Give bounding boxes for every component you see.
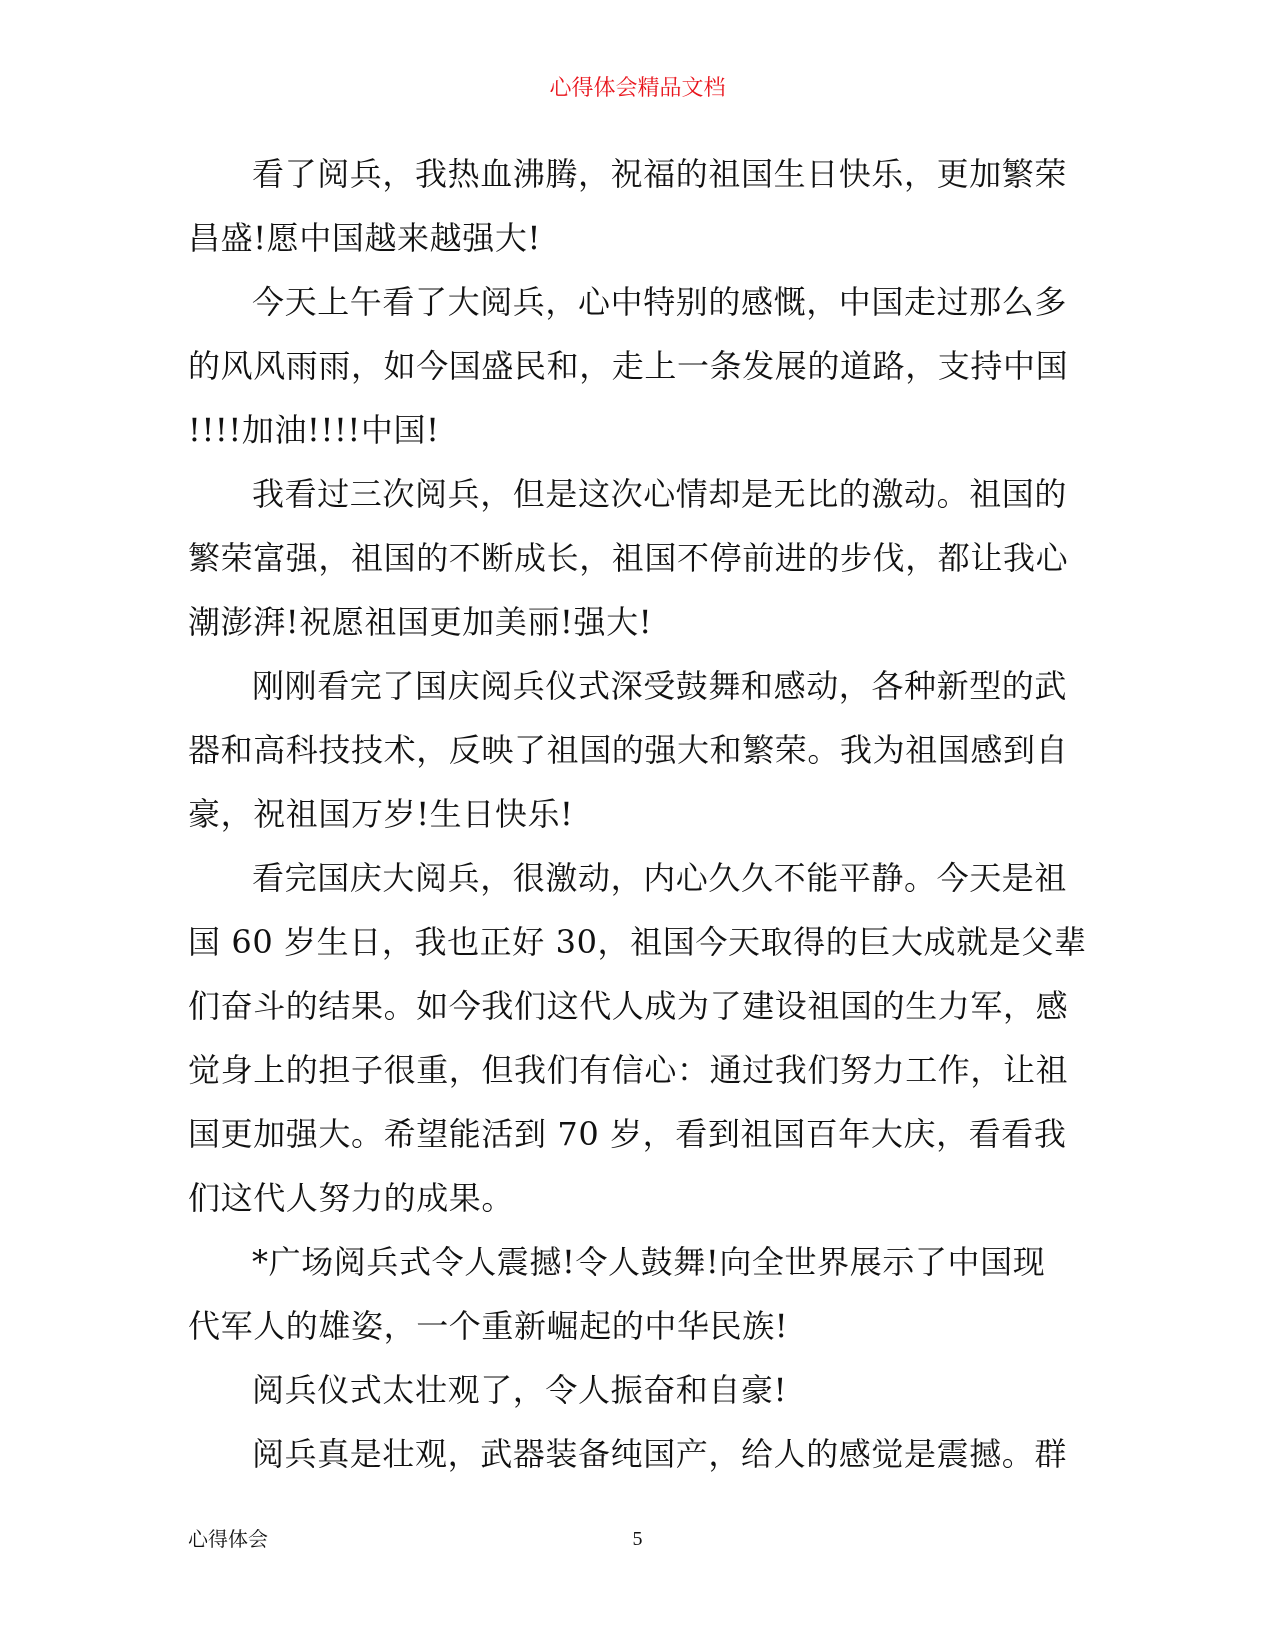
text-line: !!!!加油!!!!中国! (188, 411, 440, 449)
text-line: 繁荣富强，祖国的不断成长，祖国不停前进的步伐，都让我心 (188, 539, 1069, 577)
text-line: 阅兵真是壮观，武器装备纯国产，给人的感觉是震撼。群 (252, 1435, 1068, 1473)
text-line: 器和高科技技术，反映了祖国的强大和繁荣。我为祖国感到自 (188, 731, 1069, 769)
text-line: 潮澎湃!祝愿祖国更加美丽!强大! (188, 603, 653, 641)
text-line: 豪，祝祖国万岁!生日快乐! (188, 795, 574, 833)
text-line: 今天上午看了大阅兵，心中特别的感慨，中国走过那么多 (252, 283, 1068, 321)
text-line: 们奋斗的结果。如今我们这代人成为了建设祖国的生力军，感 (188, 987, 1069, 1025)
text-line: 昌盛!愿中国越来越强大! (188, 219, 541, 257)
document-body (188, 142, 1088, 1486)
text-line: 代军人的雄姿，一个重新崛起的中华民族! (188, 1307, 789, 1345)
text-line: 们这代人努力的成果。 (188, 1179, 515, 1217)
footer-label: 心得体会 (188, 1527, 268, 1551)
text-line: 阅兵仪式太壮观了，令人振奋和自豪! (252, 1371, 788, 1409)
text-line: *广场阅兵式令人震撼!令人鼓舞!向全世界展示了中国现 (252, 1243, 1046, 1281)
page-number: 5 (632, 1528, 643, 1550)
text-line: 的风风雨雨，如今国盛民和，走上一条发展的道路，支持中国 (188, 347, 1069, 385)
text-line: 国更加强大。希望能活到 70 岁，看到祖国百年大庆，看看我 (188, 1115, 1067, 1153)
text-line: 看了阅兵，我热血沸腾，祝福的祖国生日快乐，更加繁荣 (252, 155, 1068, 193)
text-line: 觉身上的担子很重，但我们有信心：通过我们努力工作，让祖 (188, 1051, 1069, 1089)
text-line: 我看过三次阅兵，但是这次心情却是无比的激动。祖国的 (252, 475, 1068, 513)
text-line: 国 60 岁生日，我也正好 30，祖国今天取得的巨大成就是父辈 (188, 923, 1087, 961)
page-header-title: 心得体会精品文档 (549, 76, 726, 101)
page-footer (0, 1524, 1275, 1554)
text-line: 刚刚看完了国庆阅兵仪式深受鼓舞和感动，各种新型的武 (252, 667, 1068, 705)
text-line: 看完国庆大阅兵，很激动，内心久久不能平静。今天是祖 (252, 859, 1068, 897)
